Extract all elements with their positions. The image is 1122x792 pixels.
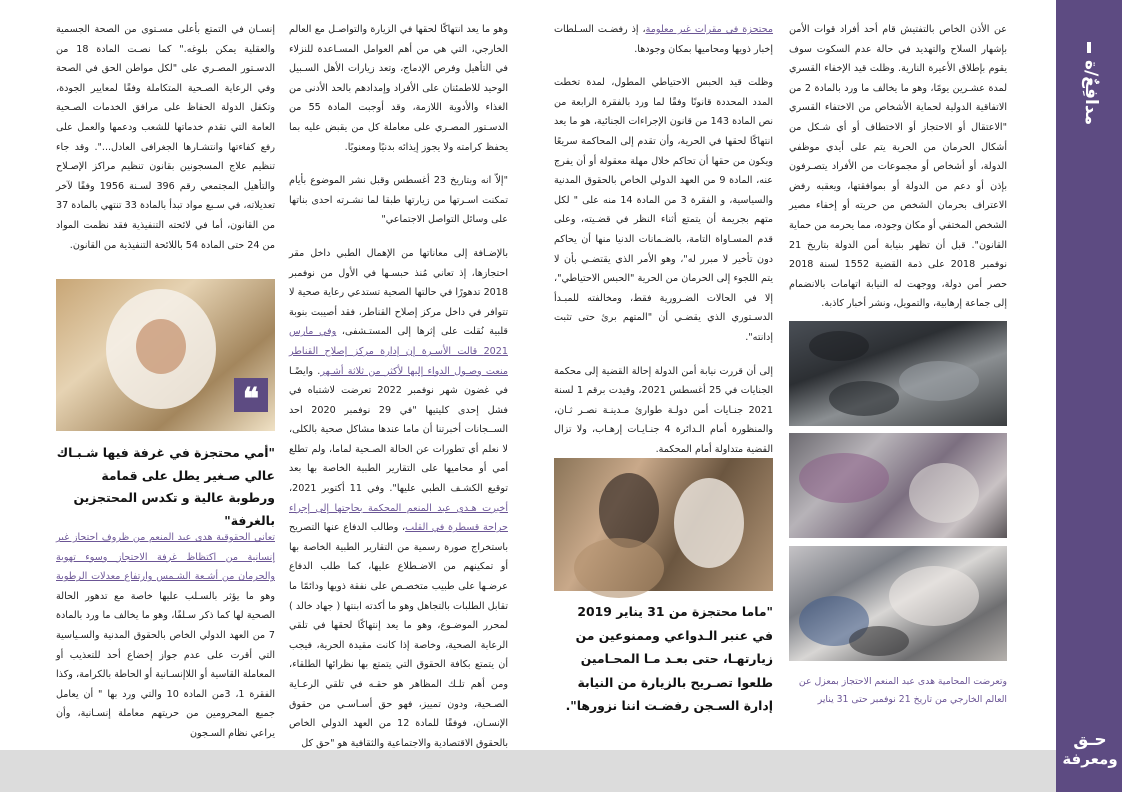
- logo-line-1: حـق: [1073, 730, 1107, 750]
- column-4-para-1: إنسـان في التمتع بأعلى مسـتوى من الصحة الجسمية والعقلية يمكن بلوغه." كما نصـت المادة 18 من الدسـتور المصـري على "لكل مواطن الحق في الصحة وفي الرعاية الصـحية المتكاملة وفقًا لمعايير الجودة، وتكفل الدولة الحفاظ على مرافق الخدمات الصـحية العامة التي تقدم خدماتها للشعب ودعمها والعمل على رفع كفاءتها وانتشـارها الجغرافى العادل...". وقد جاء تنظيم علاج المسجونين بقانون تنظيم مراكز الإصـلاح والتأهيل المجتمعي رقم 396 لسـنة 1956 وفقًا لآخر تعديلاته، في سـبع مواد تبدأ بالمادة 33 تنتهي بالمادة 37 من القانون، أما في لائحته التنفيذية فقد نظمت المواد من 24 حتى المادة 54 باللائحة التنفيذية من القانون.: [56, 24, 276, 251]
- footer-band: [0, 750, 1056, 792]
- column-4-top: [56, 20, 275, 270]
- column-1: [789, 20, 1007, 315]
- column-3: [289, 20, 509, 749]
- sidebar-marker: [1087, 42, 1091, 53]
- column-3-para-1: وهو ما يعد انتهاكًا لحقها في الزيارة والتواصـل مع العالم الخارجي، التي هي من أهم العوامل المسـاعدة للنزلاء في التأهيل وفرص الإدماج، وتعد زيارات الأهل السـبيل الوحيد للاطمئنان على الأفراد وإمدادهم بالحد الأدنى من الغذاء والأدوية اللازمة، وقد أوجبت المادة 55 من الدسـتور المصـري على معاملة كل من يقبض عليه بما يحفظ كرامته ولا يجوز إيذائه بدنيًا ومعنويًا.: [289, 24, 508, 153]
- pull-quote-2: "أمي محتجزة في غرفة فيها شـبـاك عالي صـغير يطل على قمامة ورطوبة عالية و تكدس المحتجزين بالغرفة": [56, 445, 275, 528]
- column-2-para-2: وظلت قيد الحبس الاحتياطي المطول، لمدة تخطت المدد المحددة قانونًا وفقًا لما ورد بالفقرة الرابعة من نص المادة 143 من قانون الإجراءات الجنائية، هو ما يعد انتهاكًا لحقها في الحرية، وأن تقدم إلى المحاكمة سريعًا ويكون من حقها أن تحاكم خلال مهلة معقولة أو أن يفرج عنه، المادة 9 من العهد الدولي الخاص بالحقوق المدنية والسياسية، و الفقرة 3 من المادة 14 منه على " لكل متهم بجريمة أن يتمتع أثناء النظر في قضـيته، وعلى قدم المسـاواة التامة، بالضـمانات الدنيا منها أن يحاكم دون تأخير لا مبرر له"، وهو الأمر الذي يقتضـي بأن لا يتم اللجوء إلى الحرمان من الحرية "الحبس الاحتياطي"، إلا في الحالات الضـرورية فقط، ومخالفته للمبـدأ الدسـتوري الذي يقضـي أن "المتهم برئ حتى تثبت إدانته".: [554, 77, 773, 343]
- column-1-text: عن الأذن الخاص بالتفتيش قام أحد أفراد قوات الأمن بإشهار السلاح والتهديد في حالة عدم السكوت سوف يقوم بإطلاق الأعيرة النارية. وظلت قيد الإخفاء القسري لمدة عشـرين يومًا، وهو ما يخالف ما ورد بالمادة 2 من الاتفاقية الدولية لحماية الأشخاص من الاختفاء القسري "الاعتقال أو الاحتجاز أو الاختطاف أو أي شـكل من أشكال الحرمان من الحرية يتم على أيدي موظفي الدولة، أو أشخاص أو مجموعات من الأفراد يتصـرفون بإذن أو دعم من الدولة أو بموافقتها، ويعقبه رفض الاعتراف بحرمان الشخص من حريته أو إخفاء مصير الشخص المختفي أو مكان وجوده، مما يحرمه من حماية القانون". قبل أن تظهر بنيابة أمن الدولة بتاريخ 21 نوفمبر 2018 على ذمة القضية 1552 لسنة 2018 حصر أمن دولة، ووجهت له النيابة اتهامات بالانضمام إلى جماعة إرهابية، والتمويل، ونشر أخبار كاذبة.: [789, 24, 1008, 310]
- logo-line-2: ومعرفة: [1062, 750, 1118, 768]
- quote-mark-icon: ❝: [234, 378, 268, 412]
- crowded-room-photo-2: [789, 433, 1007, 538]
- column-2-para-3: إلى أن قررت نيابة أمن الدولة إحالة القضية إلى محكمة الجنايات في 25 أغسطس 2021، وقيدت برقم 1 لسنة 2021 جنـايات أمن دولـة طوارئ مـدينـة نصـر ثـان، والمنظورة أمام الـدائرة 4 جنـايـات إرهـاب، ولا تزال القضية متداولة أمام المحكمة.: [554, 365, 773, 455]
- column-4-link[interactable]: تعاني الحقوقية هدى عبد المنعم من ظروف احتجاز غير إنسانية من اكتظاظ غرفة الاحتجاز وسوء تهوية والحرمان من أشـعة الشـمس وارتفاع معدلات الرطوبة: [56, 532, 275, 583]
- crowded-room-photo-1: [789, 321, 1007, 426]
- photo-caption: وتعرضت المحامية هدى عبد المنعم الاحتجاز بمعزل عن العالم الخارجي من تاريخ 21 نوفمبر حتى 31 يناير: [798, 676, 1007, 705]
- column-2-para-1: محتجزة في مقرات غير معلومة، إذ رفضـت السـلطات إخبار ذويها ومحاميها بمكان وجودها.: [554, 24, 774, 55]
- column-4-para-2: تعاني الحقوقية هدى عبد المنعم من ظروف احتجاز غير إنسانية من اكتظاظ غرفة الاحتجاز وسوء تهوية والحرمان من أشـعة الشـمس وارتفاع معدلات الرطوبة وهو ما يؤثر بالسـلب عليها خاصة مع تدهور الحالة الصحية لها كما ذكر سـلفًا، وهو ما يخالف ما ورد بالمادة 7 من العهد الدولي الخاص بالحقوق المدنية والسـياسية التي أقرت على عدم جواز إخضاع أحد للتعذيب أو المعاملة القاسية أو اللاإنسـانية أو الحاطة بالكرامة، وكذا الفقرة 1، 3من المادة 10 والتي ورد بها " أن يعامل جميع المحرومين من حريتهم معاملة إنسـانية، وأن يراعي نظام السـجون: [56, 532, 276, 739]
- family-selfie-photo: [554, 458, 773, 591]
- column-3-para-2: "إلاّ انه وبتاريخ 23 أغسطس وقبل نشر الموضوع بأيام تمكنت اسـرتها من زيارتها طبقا لما نشـرته احدى بناتها على وسائل التواصل الاجتماعي": [289, 175, 508, 226]
- column-2-link[interactable]: محتجزة في مقرات غير معلومة: [645, 24, 774, 35]
- column-2: [554, 20, 774, 455]
- column-4-bottom: [56, 528, 276, 739]
- column-3-link-2[interactable]: أخبرت هـدى عبد المنعم المحكمة بحاجتها إلى إجراء جراحة قسطرة في القلب: [289, 502, 508, 534]
- brand-logo: [1062, 731, 1118, 769]
- column-3-link-1[interactable]: وفي مارس 2021 قالت الأسـرة إن إدارة مركز إصلاح القناطر منعت وصـول الدواء إليها لأكثر من ثلاثة أشـهر: [289, 326, 508, 377]
- section-title: مدافِعٌ/ة: [1081, 60, 1101, 126]
- column-3-para-3: بالإضـافة إلى معاناتها من الإهمال الطبي داخل مقر احتجازها، إذ تعاني مُنذ حبسـها في الأول من نوفمبر 2018 تدهورًا في حالتها الصحية تستدعي رعاية صحية لا تتوافر في داخل مركز إصلاح القناطر، فقد أصيبت بنوبة قلبية نُقلت على إثرها إلى المستـشفى، وفي مارس 2021 قالت الأسـرة إن إدارة مركز إصلاح القناطر منعت وصـول الدواء إليها لأكثر من ثلاثة أشـهر. وايضًـا في غضون شهر نوفمبر 2022 تعرضت لاشتباه في فشل إحدى كليتيها "في 29 نوفمبر 2020 احد الســجانات أخبرتنا أن ماما عندها مشاكل صحية بالكلى، لا نعلم أي تطورات عن الحالة الصـحية لماما، ولم تطلع أمي أو محاميها على التقارير الطبية الخاصة بها بعد توقيع الكشـف الطبي عليها". وفي 11 أكتوبر 2021، أخبرت هـدى عبد المنعم المحكمة بحاجتها إلى إجراء جراحة قسطرة في القلب، وطالب الدفاع عنها التصريح باستخراج صورة رسمية من التقارير الطبية الخاصة بها أو تمكينهم من الاضـطلاع عليها، كما طلب الدفاع عرضـها على طبيب متخصـص على نفقة ذويها ودائمًا ما تقابل الطلبات بالتجاهل وهو ما أكدته ابنتها ( جهاد خالد ) لمحرر الموضـوع، وهو ما يعد إنتهاكًا لحقها في تلقي الرعاية الصحية، وخاصة إذا كانت مقيدة الحرية، فيجب أن يتمتع بكافة الحقوق التي يتمتع بها نظرائها الطلقاء، ومن أهم تلـك المظاهر هو حقـه في تلقي الرعـاية الصـحية، ودون تمييز، فهو حق أسـاسـي من حقوق الإنسـان، فوفقًا للمادة 12 من العهد الدولي الخاص بالحقوق الاقتصادية والاجتماعية والثقافية هو "حق كل: [289, 247, 509, 749]
- crowded-room-photo-3: [789, 546, 1007, 661]
- pull-quote-1: "ماما محتجزة من 31 يناير 2019 في عنبر الـدواعي وممنوعين من زيارتهـا، حتى بعـد مـا المحـامين طلعوا تصـريح بالزيارة من النيابة إدارة السـجن رفضـت اننا نزورها".: [565, 604, 773, 713]
- section-sidebar: [1056, 0, 1122, 792]
